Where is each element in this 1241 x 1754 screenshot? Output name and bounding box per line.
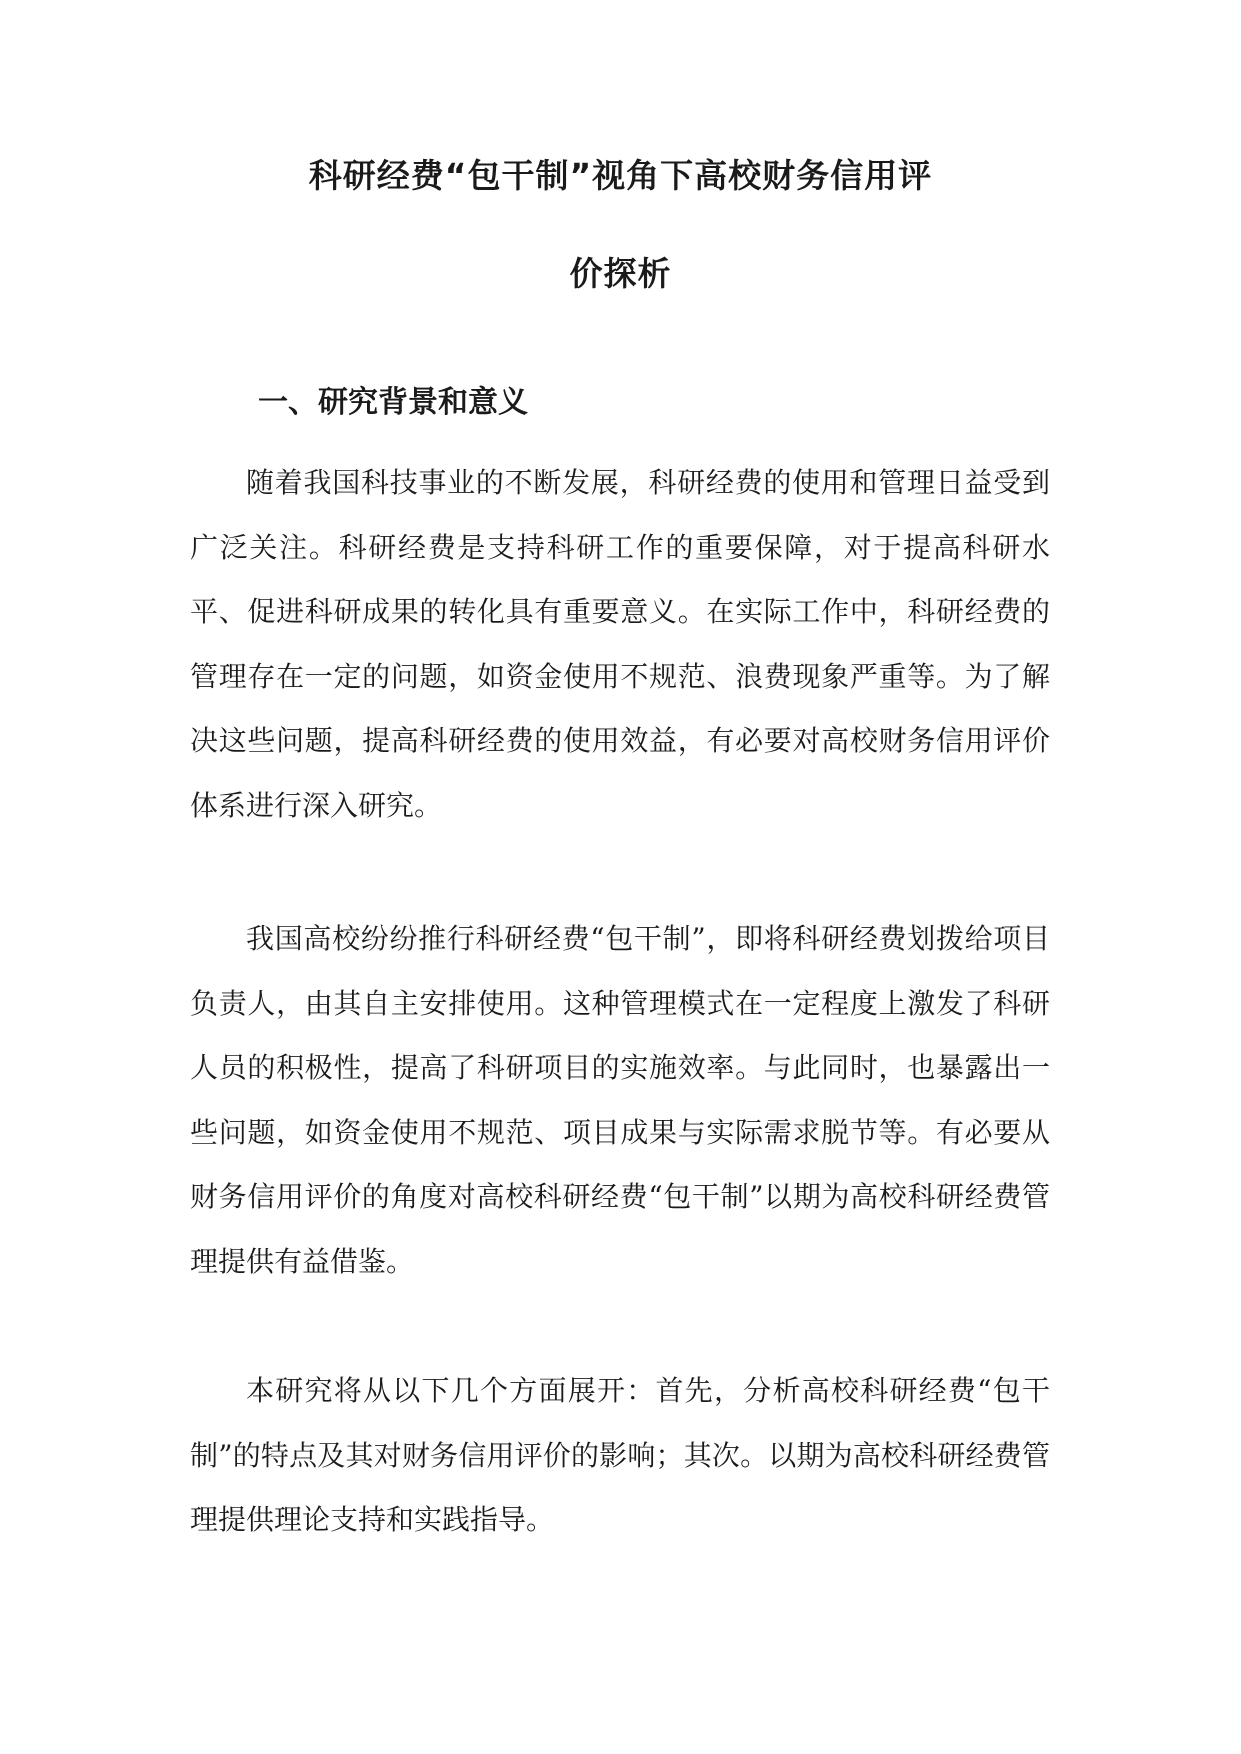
section-heading: 一、研究背景和意义 xyxy=(258,385,528,420)
document-title-line-2: 价探析 xyxy=(569,254,672,293)
paragraph-3: 本研究将从以下几个方面展开：首先，分析高校科研经费“包干制”的特点及其对财务信用评价的影响；其次。以期为高校科研经费管理提供理论支持和实践指导。 xyxy=(190,1374,1050,1536)
paragraph-1: 随着我国科技事业的不断发展，科研经费的使用和管理日益受到广泛关注。科研经费是支持科研工作的重要保障，对于提高科研水平、促进科研成果的转化具有重要意义。在实际工作中，科研经费的管理存在一定的问题，如资金使用不规范、浪费现象严重等。为了解决这些问题，提高科研经费的使用效益，有必要对高校财务信用评价体系进行深入研究。 xyxy=(190,466,1050,822)
paragraph-2: 我国高校纷纷推行科研经费“包干制”，即将科研经费划拨给项目负责人，由其自主安排使用。这种管理模式在一定程度上激发了科研人员的积极性，提高了科研项目的实施效率。与此同时，也暴露出一些问题，如资金使用不规范、项目成果与实际需求脱节等。有必要从财务信用评价的角度对高校科研经费“包干制”以期为高校科研经费管理提供有益借鉴。 xyxy=(190,922,1050,1278)
document-title-line-1: 科研经费“包干制”视角下高校财务信用评 xyxy=(308,156,933,195)
